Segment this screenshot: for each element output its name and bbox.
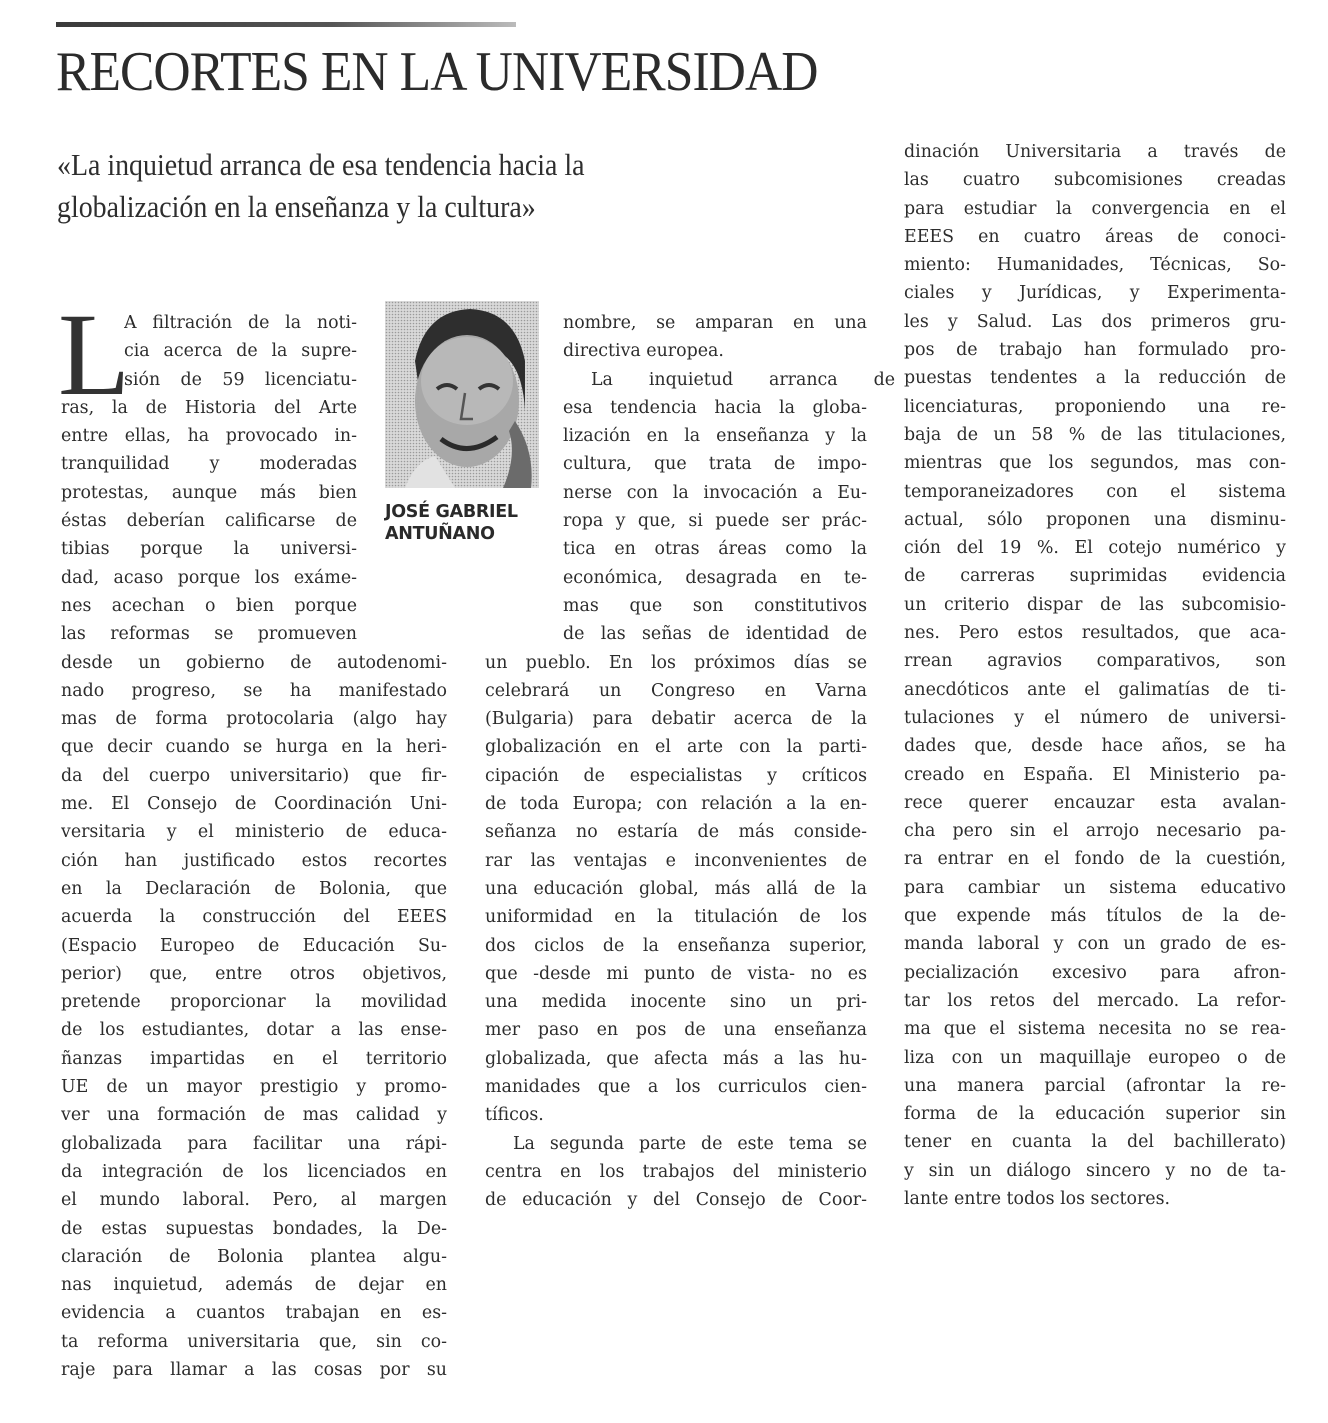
text-line: cultura, que trata de impo- <box>563 454 867 475</box>
text-line: mas de forma protocolaria (algo hay <box>61 709 447 730</box>
text-line: celebrará un Congreso en Varna <box>485 680 867 701</box>
article-column-2 <box>485 309 895 1215</box>
text-line: miento: Humanidades, Técnicas, So- <box>904 255 1286 276</box>
article-column-3 <box>904 138 1286 1213</box>
text-line: da integración de los licenciados en <box>61 1161 447 1182</box>
text-line: me. El Consejo de Coordinación Uni- <box>61 794 447 815</box>
text-line: que -desde mi punto de vista- no es <box>485 963 867 984</box>
text-line: el mundo laboral. Pero, al margen <box>61 1190 447 1211</box>
text-line: éstas deberían calificarse de <box>61 511 357 532</box>
drop-cap: L <box>58 289 131 420</box>
text-line: tica en otras áreas como la <box>563 539 867 560</box>
text-line: una medida inocente sino un pri- <box>485 992 867 1013</box>
text-line: ñanzas impartidas en el territorio <box>61 1048 447 1069</box>
text-line: sión de 59 licenciatu- <box>124 369 357 390</box>
text-line: liza con un maquillaje europeo o de <box>904 1047 1286 1068</box>
text-line: de las señas de identidad de <box>563 624 867 645</box>
text-line: creado en España. El Ministerio pa- <box>904 764 1286 785</box>
text-line: EEES en cuatro áreas de conoci- <box>904 226 1286 247</box>
text-line: claración de Bolonia plantea algu- <box>61 1246 447 1267</box>
text-line: cha pero sin el arrojo necesario pa- <box>904 821 1286 842</box>
text-line: mientras que los segundos, mas con- <box>904 453 1286 474</box>
text-line: tulaciones y el número de universi- <box>904 707 1286 728</box>
text-line: nado progreso, se ha manifestado <box>61 680 447 701</box>
text-line: de estas supuestas bondades, la De- <box>61 1218 447 1239</box>
text-line: actual, sólo proponen una disminu- <box>904 509 1286 530</box>
article-subtitle <box>57 144 777 228</box>
text-line: temporaneizadores con el sistema <box>904 481 1286 502</box>
text-line: forma de la educación superior sin <box>904 1104 1286 1125</box>
text-line: dades que, desde hace años, se ha <box>904 736 1286 757</box>
text-line: nas inquietud, además de dejar en <box>61 1275 447 1296</box>
subtitle-line: globalización en la enseñanza y la cultura» <box>57 189 536 224</box>
text-line: La inquietud arranca de <box>591 369 895 390</box>
text-line: UE de un mayor prestigio y promo- <box>61 1077 447 1098</box>
article-title: RECORTES EN LA UNIVERSIDAD <box>56 41 818 103</box>
text-line: (Bulgaria) para debatir acerca de la <box>485 709 867 730</box>
text-line: directiva europea. <box>563 341 724 362</box>
text-line: acuerda la construcción del EEES <box>61 907 447 928</box>
text-line: un pueblo. En los próximos días se <box>485 652 867 673</box>
text-line: para cambiar un sistema educativo <box>904 877 1286 898</box>
text-line: perior) que, entre otros objetivos, <box>61 963 447 984</box>
text-line: desde un gobierno de autodenomi- <box>61 652 447 673</box>
text-line: de toda Europa; con relación a la en- <box>485 794 867 815</box>
text-line: centra en los trabajos del ministerio <box>485 1161 867 1182</box>
text-line: rar las ventajas e inconvenientes de <box>485 850 867 871</box>
text-line: nes acechan o bien porque <box>61 595 357 616</box>
text-line: pecialización excesivo para afron- <box>904 962 1286 983</box>
text-line: para estudiar la convergencia en el <box>904 198 1286 219</box>
text-line: tranquilidad y moderadas <box>61 454 357 475</box>
text-line: lante entre todos los sectores. <box>904 1188 1171 1209</box>
header-rule <box>56 22 516 27</box>
text-line: rrean agravios comparativos, son <box>904 651 1286 672</box>
text-line: mer paso en pos de una enseñanza <box>485 1020 867 1041</box>
text-line: ver una formación de mas calidad y <box>61 1105 447 1126</box>
text-line: que decir cuando se hurga en la heri- <box>61 737 447 758</box>
text-line: esa tendencia hacia la globa- <box>563 397 867 418</box>
text-line: dad, acaso porque los exáme- <box>61 567 357 588</box>
author-name-line2: ANTUÑANO <box>385 524 495 544</box>
text-line: una educación global, más allá de la <box>485 878 867 899</box>
text-line: nerse con la invocación a Eu- <box>563 482 867 503</box>
text-line: dos ciclos de la enseñanza superior, <box>485 935 867 956</box>
text-line: de los estudiantes, dotar a las ense- <box>61 1020 447 1041</box>
text-line: anecdóticos ante el galimatías de ti- <box>904 679 1286 700</box>
text-line: cia acerca de la supre- <box>124 341 357 362</box>
text-line: las cuatro subcomisiones creadas <box>904 170 1286 191</box>
text-line: (Espacio Europeo de Educación Su- <box>61 935 447 956</box>
text-line: puestas tendentes a la reducción de <box>904 368 1286 389</box>
text-line: les y Salud. Las dos primeros gru- <box>904 311 1286 332</box>
text-line: ciales y Jurídicas, y Experimenta- <box>904 283 1286 304</box>
subtitle-line: «La inquietud arranca de esa tendencia hacia la <box>57 147 585 182</box>
text-line: raje para llamar a las cosas por su <box>61 1359 447 1380</box>
text-line: uniformidad en la titulación de los <box>485 907 867 928</box>
text-line: evidencia a cuantos trabajan en es- <box>61 1303 447 1324</box>
text-line: cipación de especialistas y críticos <box>485 765 867 786</box>
text-line: señanza no estaría de más conside- <box>485 822 867 843</box>
text-line: licenciaturas, proponiendo una re- <box>904 396 1286 417</box>
text-line: La segunda parte de este tema se <box>513 1133 867 1154</box>
text-line: ta reforma universitaria que, sin co- <box>61 1331 447 1352</box>
text-line: una manera parcial (afrontar la re- <box>904 1075 1286 1096</box>
text-line: pos de trabajo han formulado pro- <box>904 340 1286 361</box>
text-line: de educación y del Consejo de Coor- <box>485 1190 867 1211</box>
text-line: tibias porque la universi- <box>61 539 357 560</box>
text-line: económica, desagrada en te- <box>563 567 867 588</box>
text-line: globalizada para facilitar una rápi- <box>61 1133 447 1154</box>
text-line: ra entrar en el fondo de la cuestión, <box>904 849 1286 870</box>
text-line: manda laboral y con un grado de es- <box>904 934 1286 955</box>
text-line: ción del 19 %. El cotejo numérico y <box>904 538 1286 559</box>
text-line: versitaria y el ministerio de educa- <box>61 822 447 843</box>
text-line: globalización en el arte con la parti- <box>485 737 867 758</box>
text-line: pretende proporcionar la movilidad <box>61 992 447 1013</box>
text-line: da del cuerpo universitario) que fir- <box>61 765 447 786</box>
text-line: de carreras suprimidas evidencia <box>904 566 1286 587</box>
text-line: protestas, aunque más bien <box>61 482 357 503</box>
text-line: ras, la de Historia del Arte <box>61 397 357 418</box>
text-line: un criterio dispar de las subcomisio- <box>904 594 1286 615</box>
text-line: A filtración de la noti- <box>124 313 357 333</box>
text-line: baja de un 58 % de las titulaciones, <box>904 424 1286 445</box>
text-line: rece querer encauzar esta avalan- <box>904 792 1286 813</box>
text-line: mas que son constitutivos <box>563 595 867 616</box>
text-line: que expende más títulos de la de- <box>904 906 1286 927</box>
text-line: tener en cuanta la del bachillerato) <box>904 1132 1286 1153</box>
author-name-line1: JOSÉ GABRIEL <box>385 502 518 522</box>
text-line: entre ellas, ha provocado in- <box>61 426 357 447</box>
text-line: nes. Pero estos resultados, que aca- <box>904 623 1286 644</box>
text-line: lización en la enseñanza y la <box>563 426 867 447</box>
text-line: ma que el sistema necesita no se rea- <box>904 1019 1286 1040</box>
text-line: dinación Universitaria a través de <box>904 142 1286 162</box>
text-line: nombre, se amparan en una <box>563 313 867 333</box>
text-line: las reformas se promueven <box>61 624 357 645</box>
text-line: manidades que a los curriculos cien- <box>485 1077 867 1098</box>
text-line: ción han justificado estos recortes <box>61 850 447 871</box>
text-line: y sin un diálogo sincero y no de ta- <box>904 1160 1286 1181</box>
text-line: tar los retos del mercado. La refor- <box>904 990 1286 1011</box>
text-line: en la Declaración de Bolonia, que <box>61 878 447 899</box>
text-line: globalizada, que afecta más a las hu- <box>485 1048 867 1069</box>
text-line: tíficos. <box>485 1105 544 1126</box>
article-column-1 <box>61 309 447 1384</box>
text-line: ropa y que, si puede ser prác- <box>563 511 867 532</box>
